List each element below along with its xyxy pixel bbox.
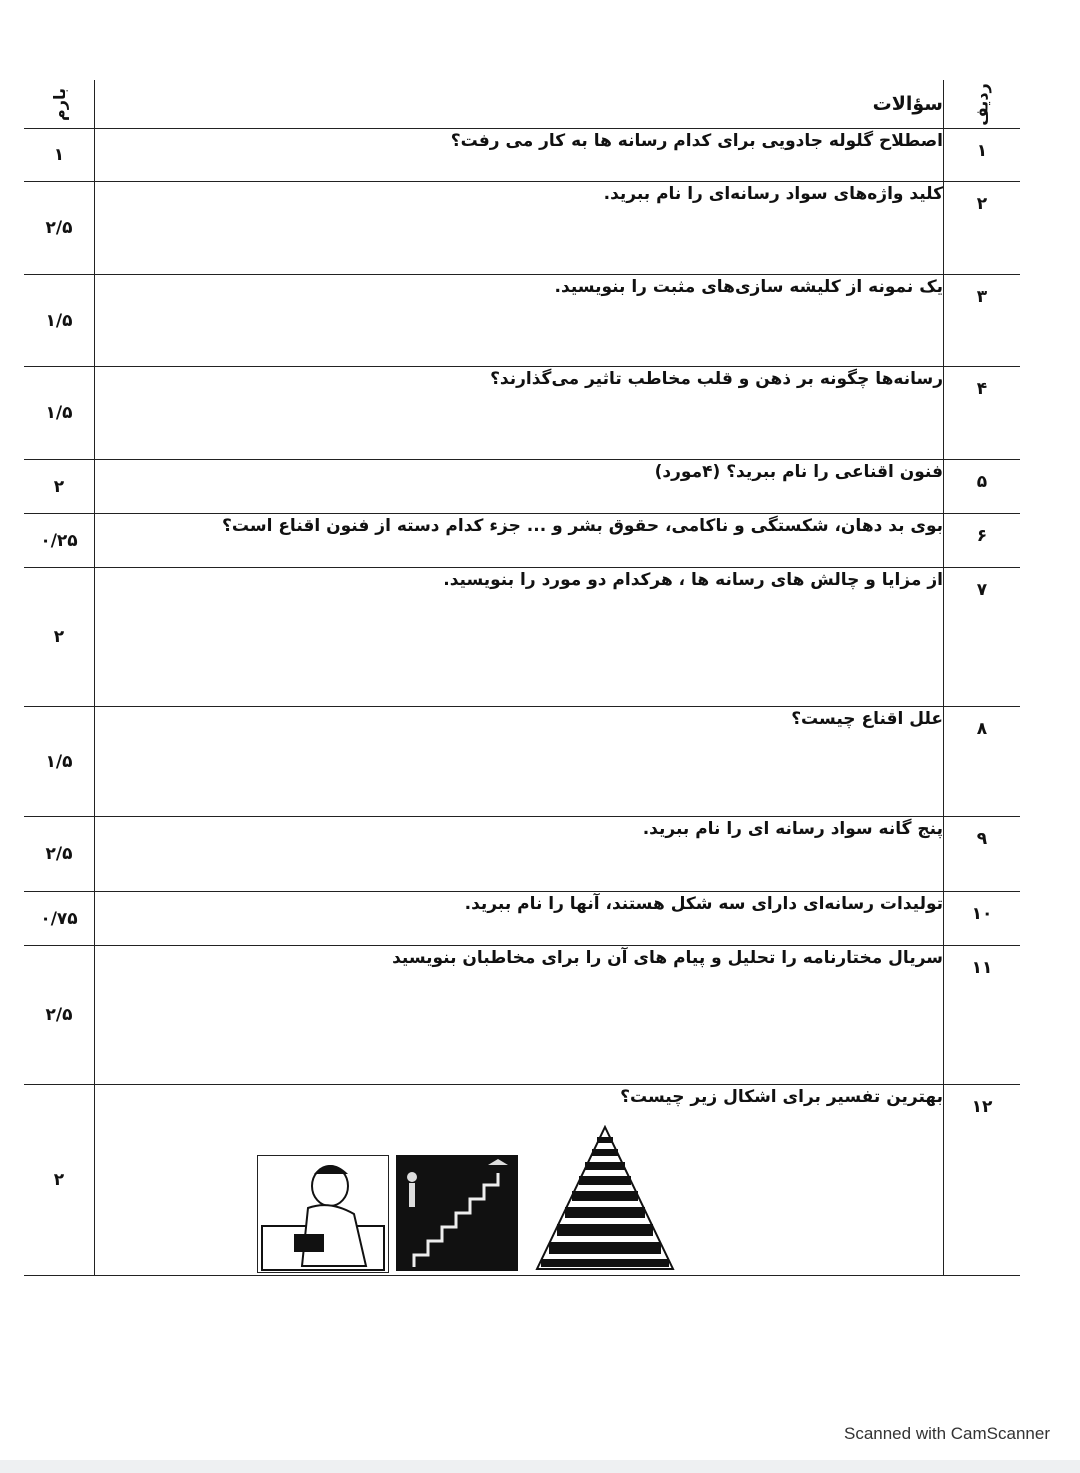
question-number: ۹ — [944, 817, 1021, 892]
scanner-watermark: Scanned with CamScanner — [843, 1424, 1050, 1443]
question-row-9 — [24, 817, 1020, 892]
number-column-header: ردیف — [944, 80, 1021, 129]
question-row-2 — [24, 182, 1020, 275]
question-text: تولیدات رسانه‌ای دارای سه شکل هستند، آنها را نام ببرید. — [95, 892, 944, 946]
question-number: ۶ — [944, 514, 1021, 568]
exam-sheet — [24, 80, 1020, 1272]
question-score: ۲ — [24, 460, 95, 514]
question-number: ۸ — [944, 707, 1021, 817]
question-text: بهترین تفسیر برای اشکال زیر چیست؟ — [620, 1087, 943, 1107]
questions-column-header: سؤالات — [95, 80, 944, 129]
question-row-8 — [24, 707, 1020, 817]
question-row-12 — [24, 1085, 1020, 1276]
question-text: علل اقناع چیست؟ — [95, 707, 944, 817]
question-number: ۲ — [944, 182, 1021, 275]
question-score: ۲/۵ — [24, 182, 95, 275]
question-text: کلید واژه‌های سواد رسانه‌ای را نام ببرید. — [95, 182, 944, 275]
question-row-4 — [24, 367, 1020, 460]
question-number: ۴ — [944, 367, 1021, 460]
question-row-6 — [24, 514, 1020, 568]
question-number: ۱۲ — [944, 1085, 1021, 1276]
question-number: ۵ — [944, 460, 1021, 514]
question-text: بوی بد دهان، شکستگی و ناکامی، حقوق بشر و ... جزء کدام دسته از فنون اقناع است؟ — [95, 514, 944, 568]
question-text: سریال مختارنامه را تحلیل و پیام های آن را برای مخاطبان بنویسید — [95, 946, 944, 1085]
question-row-1 — [24, 129, 1020, 182]
question-text: فنون اقناعی را نام ببرید؟ (۴مورد) — [95, 460, 944, 514]
question-score: ۱/۵ — [24, 367, 95, 460]
questions-table — [24, 80, 1020, 1276]
staircase-figure — [396, 1155, 518, 1271]
question-row-5 — [24, 460, 1020, 514]
pyramid-figure — [535, 1125, 675, 1271]
question-score: ۱/۵ — [24, 275, 95, 367]
question-score: ۲ — [24, 568, 95, 707]
question-score: ۱/۵ — [24, 707, 95, 817]
question-row-11 — [24, 946, 1020, 1085]
question-row-10 — [24, 892, 1020, 946]
question-score: ۰/۷۵ — [24, 892, 95, 946]
question-score: ۲/۵ — [24, 817, 95, 892]
question-row-3 — [24, 275, 1020, 367]
question-score: ۲ — [24, 1085, 95, 1276]
question-score: ۲/۵ — [24, 946, 95, 1085]
question-number: ۱ — [944, 129, 1021, 182]
question-number: ۱۰ — [944, 892, 1021, 946]
question-text: از مزایا و چالش های رسانه ها ، هرکدام دو مورد را بنویسید. — [95, 568, 944, 707]
question-text: اصطلاح گلوله جادویی برای کدام رسانه ها به کار می رفت؟ — [95, 129, 944, 182]
question-text: پنج گانه سواد رسانه ای را نام ببرید. — [95, 817, 944, 892]
reading-person-figure — [257, 1155, 389, 1273]
question-score: ۱ — [24, 129, 95, 182]
question-text: رسانه‌ها چگونه بر ذهن و قلب مخاطب تاثیر می‌گذارند؟ — [95, 367, 944, 460]
bottom-strip — [0, 1460, 1080, 1473]
score-column-header: بارم — [24, 80, 95, 129]
question-number: ۷ — [944, 568, 1021, 707]
question-number: ۳ — [944, 275, 1021, 367]
question-text: یک نمونه از کلیشه سازی‌های مثبت را بنویسید. — [95, 275, 944, 367]
question-cell — [95, 1085, 944, 1276]
question-score: ۰/۲۵ — [24, 514, 95, 568]
figures-group — [95, 1125, 943, 1275]
question-row-7 — [24, 568, 1020, 707]
table-header-row — [24, 80, 1020, 129]
question-number: ۱۱ — [944, 946, 1021, 1085]
